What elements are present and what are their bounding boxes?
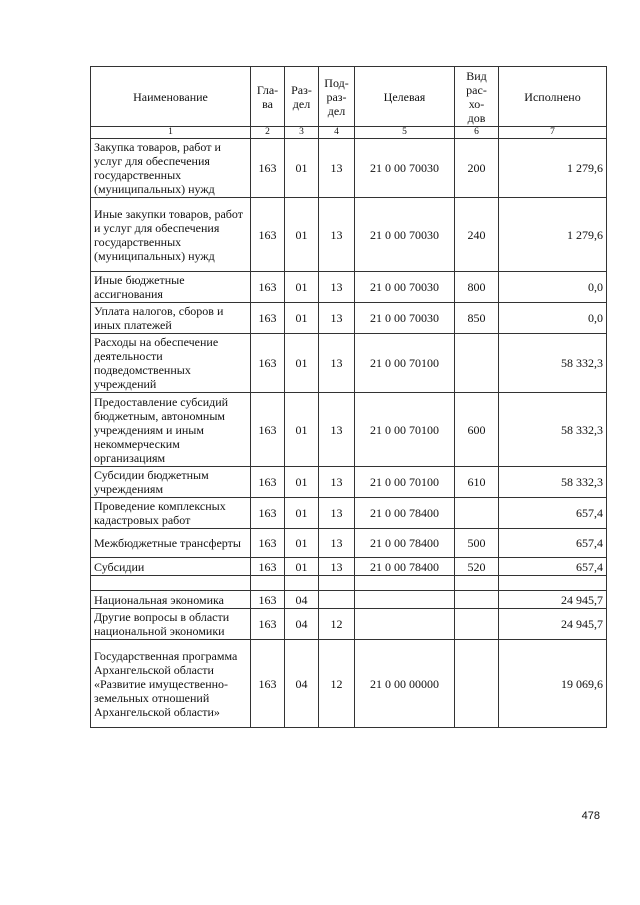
- table-row: [91, 498, 607, 529]
- row-celevaya: [355, 576, 455, 591]
- row-glava: 163: [251, 393, 285, 467]
- row-name: Предоставление субсидий бюджетным, автономным учреждениям и иным некоммерческим организациям: [91, 393, 251, 467]
- row-celevaya: 21 0 00 70100: [355, 393, 455, 467]
- row-vid: [455, 576, 499, 591]
- row-celevaya: [355, 591, 455, 609]
- column-number: 1: [91, 127, 251, 139]
- row-glava: 163: [251, 139, 285, 198]
- row-podrazdel: 13: [319, 139, 355, 198]
- row-podrazdel: [319, 591, 355, 609]
- row-vid: 850: [455, 303, 499, 334]
- row-podrazdel: 12: [319, 609, 355, 640]
- row-ispolneno: 657,4: [499, 498, 607, 529]
- row-ispolneno: 58 332,3: [499, 334, 607, 393]
- row-vid: 240: [455, 198, 499, 272]
- row-razdel: 04: [285, 640, 319, 728]
- row-celevaya: 21 0 00 70030: [355, 139, 455, 198]
- header-podrazdel: Под- раз- дел: [319, 67, 355, 127]
- row-ispolneno: 1 279,6: [499, 139, 607, 198]
- row-name: Национальная экономика: [91, 591, 251, 609]
- row-ispolneno: 657,4: [499, 558, 607, 576]
- row-razdel: 01: [285, 498, 319, 529]
- row-celevaya: 21 0 00 70100: [355, 334, 455, 393]
- row-glava: [251, 576, 285, 591]
- row-vid: [455, 591, 499, 609]
- column-number: 4: [319, 127, 355, 139]
- row-name: [91, 576, 251, 591]
- row-ispolneno: 58 332,3: [499, 393, 607, 467]
- row-name: Закупка товаров, работ и услуг для обеспечения государственных (муниципальных) нужд: [91, 139, 251, 198]
- row-razdel: 01: [285, 303, 319, 334]
- row-razdel: 01: [285, 272, 319, 303]
- row-celevaya: 21 0 00 78400: [355, 498, 455, 529]
- row-podrazdel: 12: [319, 640, 355, 728]
- row-razdel: 04: [285, 591, 319, 609]
- table-row: [91, 334, 607, 393]
- row-celevaya: 21 0 00 70030: [355, 272, 455, 303]
- row-glava: 163: [251, 591, 285, 609]
- row-name: Другие вопросы в области национальной экономики: [91, 609, 251, 640]
- table-row: [91, 393, 607, 467]
- row-celevaya: 21 0 00 78400: [355, 529, 455, 558]
- row-vid: [455, 334, 499, 393]
- row-name: Межбюджетные трансферты: [91, 529, 251, 558]
- row-glava: 163: [251, 467, 285, 498]
- row-podrazdel: 13: [319, 303, 355, 334]
- row-razdel: 01: [285, 139, 319, 198]
- row-ispolneno: 24 945,7: [499, 609, 607, 640]
- row-glava: 163: [251, 272, 285, 303]
- row-name: Субсидии: [91, 558, 251, 576]
- header-name: Наименование: [91, 67, 251, 127]
- row-glava: 163: [251, 303, 285, 334]
- row-podrazdel: [319, 576, 355, 591]
- column-number: 7: [499, 127, 607, 139]
- row-celevaya: 21 0 00 00000: [355, 640, 455, 728]
- row-ispolneno: 19 069,6: [499, 640, 607, 728]
- row-vid: 610: [455, 467, 499, 498]
- row-glava: 163: [251, 498, 285, 529]
- row-glava: 163: [251, 558, 285, 576]
- table-row: [91, 591, 607, 609]
- table-row: [91, 529, 607, 558]
- row-name: Расходы на обеспечение деятельности подведомственных учреждений: [91, 334, 251, 393]
- row-podrazdel: 13: [319, 558, 355, 576]
- row-celevaya: 21 0 00 70100: [355, 467, 455, 498]
- row-ispolneno: 0,0: [499, 272, 607, 303]
- row-vid: 200: [455, 139, 499, 198]
- row-podrazdel: 13: [319, 393, 355, 467]
- row-vid: 500: [455, 529, 499, 558]
- table-row: [91, 558, 607, 576]
- row-ispolneno: 24 945,7: [499, 591, 607, 609]
- row-razdel: 04: [285, 609, 319, 640]
- table-row: [91, 198, 607, 272]
- row-ispolneno: [499, 576, 607, 591]
- row-vid: [455, 640, 499, 728]
- header-celevaya: Целевая: [355, 67, 455, 127]
- row-celevaya: 21 0 00 70030: [355, 303, 455, 334]
- row-celevaya: [355, 609, 455, 640]
- row-name: Уплата налогов, сборов и иных платежей: [91, 303, 251, 334]
- column-number: 3: [285, 127, 319, 139]
- budget-table: [90, 66, 607, 728]
- column-number: 6: [455, 127, 499, 139]
- row-vid: 800: [455, 272, 499, 303]
- table-header-row: [91, 67, 607, 127]
- header-vid: Вид рас- хо- дов: [455, 67, 499, 127]
- page-number: 478: [581, 810, 600, 822]
- row-name: Проведение комплексных кадастровых работ: [91, 498, 251, 529]
- row-razdel: 01: [285, 198, 319, 272]
- row-podrazdel: 13: [319, 467, 355, 498]
- row-ispolneno: 0,0: [499, 303, 607, 334]
- header-razdel: Раз- дел: [285, 67, 319, 127]
- column-number-row: [91, 127, 607, 139]
- row-name: Государственная программа Архангельской области «Развитие имущественно-земельных отношений Архангельской области»: [91, 640, 251, 728]
- row-podrazdel: 13: [319, 498, 355, 529]
- row-glava: 163: [251, 334, 285, 393]
- row-razdel: 01: [285, 334, 319, 393]
- row-glava: 163: [251, 640, 285, 728]
- row-vid: 520: [455, 558, 499, 576]
- row-celevaya: 21 0 00 78400: [355, 558, 455, 576]
- row-vid: 600: [455, 393, 499, 467]
- row-podrazdel: 13: [319, 529, 355, 558]
- column-number: 5: [355, 127, 455, 139]
- row-vid: [455, 498, 499, 529]
- table-row-empty: [91, 576, 607, 591]
- row-podrazdel: 13: [319, 334, 355, 393]
- column-number: 2: [251, 127, 285, 139]
- row-ispolneno: 1 279,6: [499, 198, 607, 272]
- table-row: [91, 640, 607, 728]
- row-glava: 163: [251, 609, 285, 640]
- row-razdel: 01: [285, 529, 319, 558]
- row-razdel: 01: [285, 467, 319, 498]
- row-razdel: 01: [285, 393, 319, 467]
- header-glava: Гла- ва: [251, 67, 285, 127]
- row-name: Иные бюджетные ассигнования: [91, 272, 251, 303]
- table-row: [91, 467, 607, 498]
- row-name: Иные закупки товаров, работ и услуг для обеспечения государственных (муниципальных) нужд: [91, 198, 251, 272]
- table-row: [91, 609, 607, 640]
- header-ispolneno: Исполнено: [499, 67, 607, 127]
- row-celevaya: 21 0 00 70030: [355, 198, 455, 272]
- row-name: Субсидии бюджетным учреждениям: [91, 467, 251, 498]
- row-razdel: [285, 576, 319, 591]
- row-glava: 163: [251, 198, 285, 272]
- table-row: [91, 272, 607, 303]
- row-razdel: 01: [285, 558, 319, 576]
- row-glava: 163: [251, 529, 285, 558]
- row-ispolneno: 657,4: [499, 529, 607, 558]
- table-row: [91, 139, 607, 198]
- row-vid: [455, 609, 499, 640]
- table-row: [91, 303, 607, 334]
- row-podrazdel: 13: [319, 272, 355, 303]
- row-podrazdel: 13: [319, 198, 355, 272]
- row-ispolneno: 58 332,3: [499, 467, 607, 498]
